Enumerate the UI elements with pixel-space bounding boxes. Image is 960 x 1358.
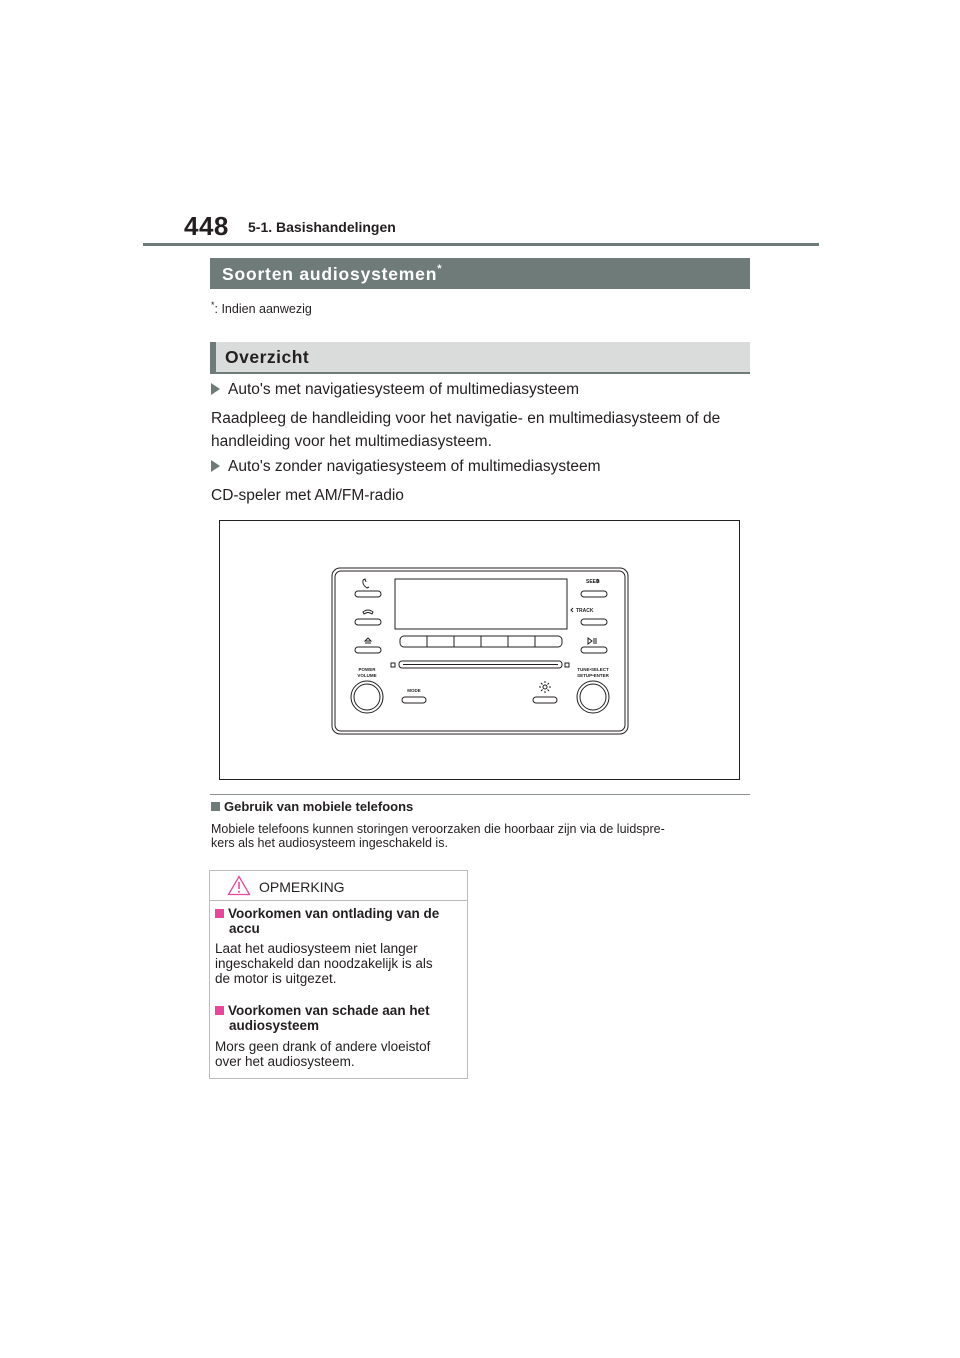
bullet-item <box>211 381 579 399</box>
slot-indicator-left <box>391 663 395 667</box>
title-marker: * <box>437 263 443 275</box>
bullet-text: Auto's met navigatiesysteem of multimediasysteem <box>228 381 579 398</box>
notice-box <box>209 870 468 1079</box>
section-title: Soorten audiosystemen <box>222 264 438 284</box>
notice-body-line: de motor is uitgezet. <box>215 971 337 986</box>
notice-body-line: Mors geen drank of andere vloeistof <box>215 1039 431 1054</box>
body-line: handleiding voor het multimediasysteem. <box>211 433 492 450</box>
subheading: Overzicht <box>225 347 310 367</box>
notice-heading-line: Voorkomen van schade aan het <box>228 1003 430 1018</box>
notice-header <box>210 871 467 901</box>
notice-item-heading <box>215 906 460 936</box>
volume-label: VOLUME <box>357 673 377 678</box>
mobile-body <box>211 822 751 850</box>
pink-square-bullet-icon <box>215 909 224 918</box>
page-number: 448 <box>184 211 229 241</box>
phone-button <box>355 591 381 597</box>
audio-unit-figure <box>219 520 740 780</box>
section-title-bar <box>210 258 750 289</box>
square-bullet-icon <box>211 802 220 811</box>
triangle-bullet-icon <box>211 383 220 395</box>
notice-body-line: Laat het audiosysteem niet langer <box>215 941 418 956</box>
section-label: 5-1. Basishandelingen <box>248 219 396 235</box>
faceplate-outer <box>332 568 628 734</box>
separator-rule <box>210 794 750 795</box>
triangle-bullet-icon <box>211 460 220 472</box>
tune-select-knob <box>577 681 609 713</box>
eject-icon <box>365 638 371 643</box>
setup-enter-label: SETUP•ENTER <box>577 673 609 678</box>
light-button <box>533 697 557 703</box>
hangup-button <box>355 619 381 625</box>
notice-heading-line: Voorkomen van ontlading van de <box>228 906 440 921</box>
power-label: POWER <box>358 667 376 672</box>
mode-label: MODE <box>407 688 421 693</box>
footnote-marker: * <box>211 300 215 310</box>
notice-title: OPMERKING <box>259 879 345 895</box>
bullet-text: Auto's zonder navigatiesysteem of multimediasysteem <box>228 458 601 475</box>
tune-select-label: TUNE•SELECT <box>577 667 609 672</box>
notice-heading-line: audiosysteem <box>229 1018 320 1033</box>
notice-body-line: over het audiosysteem. <box>215 1054 355 1069</box>
display-screen <box>395 579 567 629</box>
play-pause-icon <box>588 638 596 644</box>
pink-square-bullet-icon <box>215 1006 224 1015</box>
header-rule <box>143 243 819 246</box>
footnote <box>211 300 312 316</box>
seek-button <box>581 591 607 597</box>
notice-body-line: ingeschakeld dan noodzakelijk is als <box>215 956 433 971</box>
mobile-heading-text: Gebruik van mobiele telefoons <box>224 799 414 814</box>
power-volume-knob <box>351 681 383 713</box>
footnote-text: : Indien aanwezig <box>214 302 312 317</box>
track-button <box>581 619 607 625</box>
notice-item-body <box>215 941 463 986</box>
track-label: TRACK <box>576 608 594 614</box>
notice-item-body <box>215 1039 463 1069</box>
slot-indicator-right <box>565 663 569 667</box>
hangup-icon <box>363 610 373 614</box>
track-chevron-icon <box>571 608 573 612</box>
eject-button <box>355 647 381 653</box>
notice-heading-line: accu <box>229 921 260 936</box>
bullet-item <box>211 458 601 476</box>
body-line: CD-speler met AM/FM-radio <box>211 487 404 504</box>
play-pause-button <box>581 647 607 653</box>
mobile-heading <box>211 799 413 814</box>
phone-icon <box>363 579 369 588</box>
body-line: Raadpleeg de handleiding voor het navigatie- en multimediasysteem of de <box>211 410 721 427</box>
mode-button <box>402 697 426 703</box>
mobile-body-line: kers als het audiosysteem ingeschakeld is. <box>211 836 448 850</box>
notice-item-heading <box>215 1003 460 1033</box>
subheading-bar <box>210 342 750 374</box>
mobile-body-line: Mobiele telefoons kunnen storingen veroorzaken die hoorbaar zijn via de luidspre- <box>211 822 665 836</box>
body-paragraph <box>211 407 756 453</box>
light-icon <box>539 681 551 693</box>
seek-label: SEEK <box>586 579 600 585</box>
body-paragraph <box>211 484 756 507</box>
warning-triangle-icon <box>227 875 251 896</box>
preset-dividers <box>427 636 535 647</box>
audio-unit-illustration <box>220 521 741 781</box>
